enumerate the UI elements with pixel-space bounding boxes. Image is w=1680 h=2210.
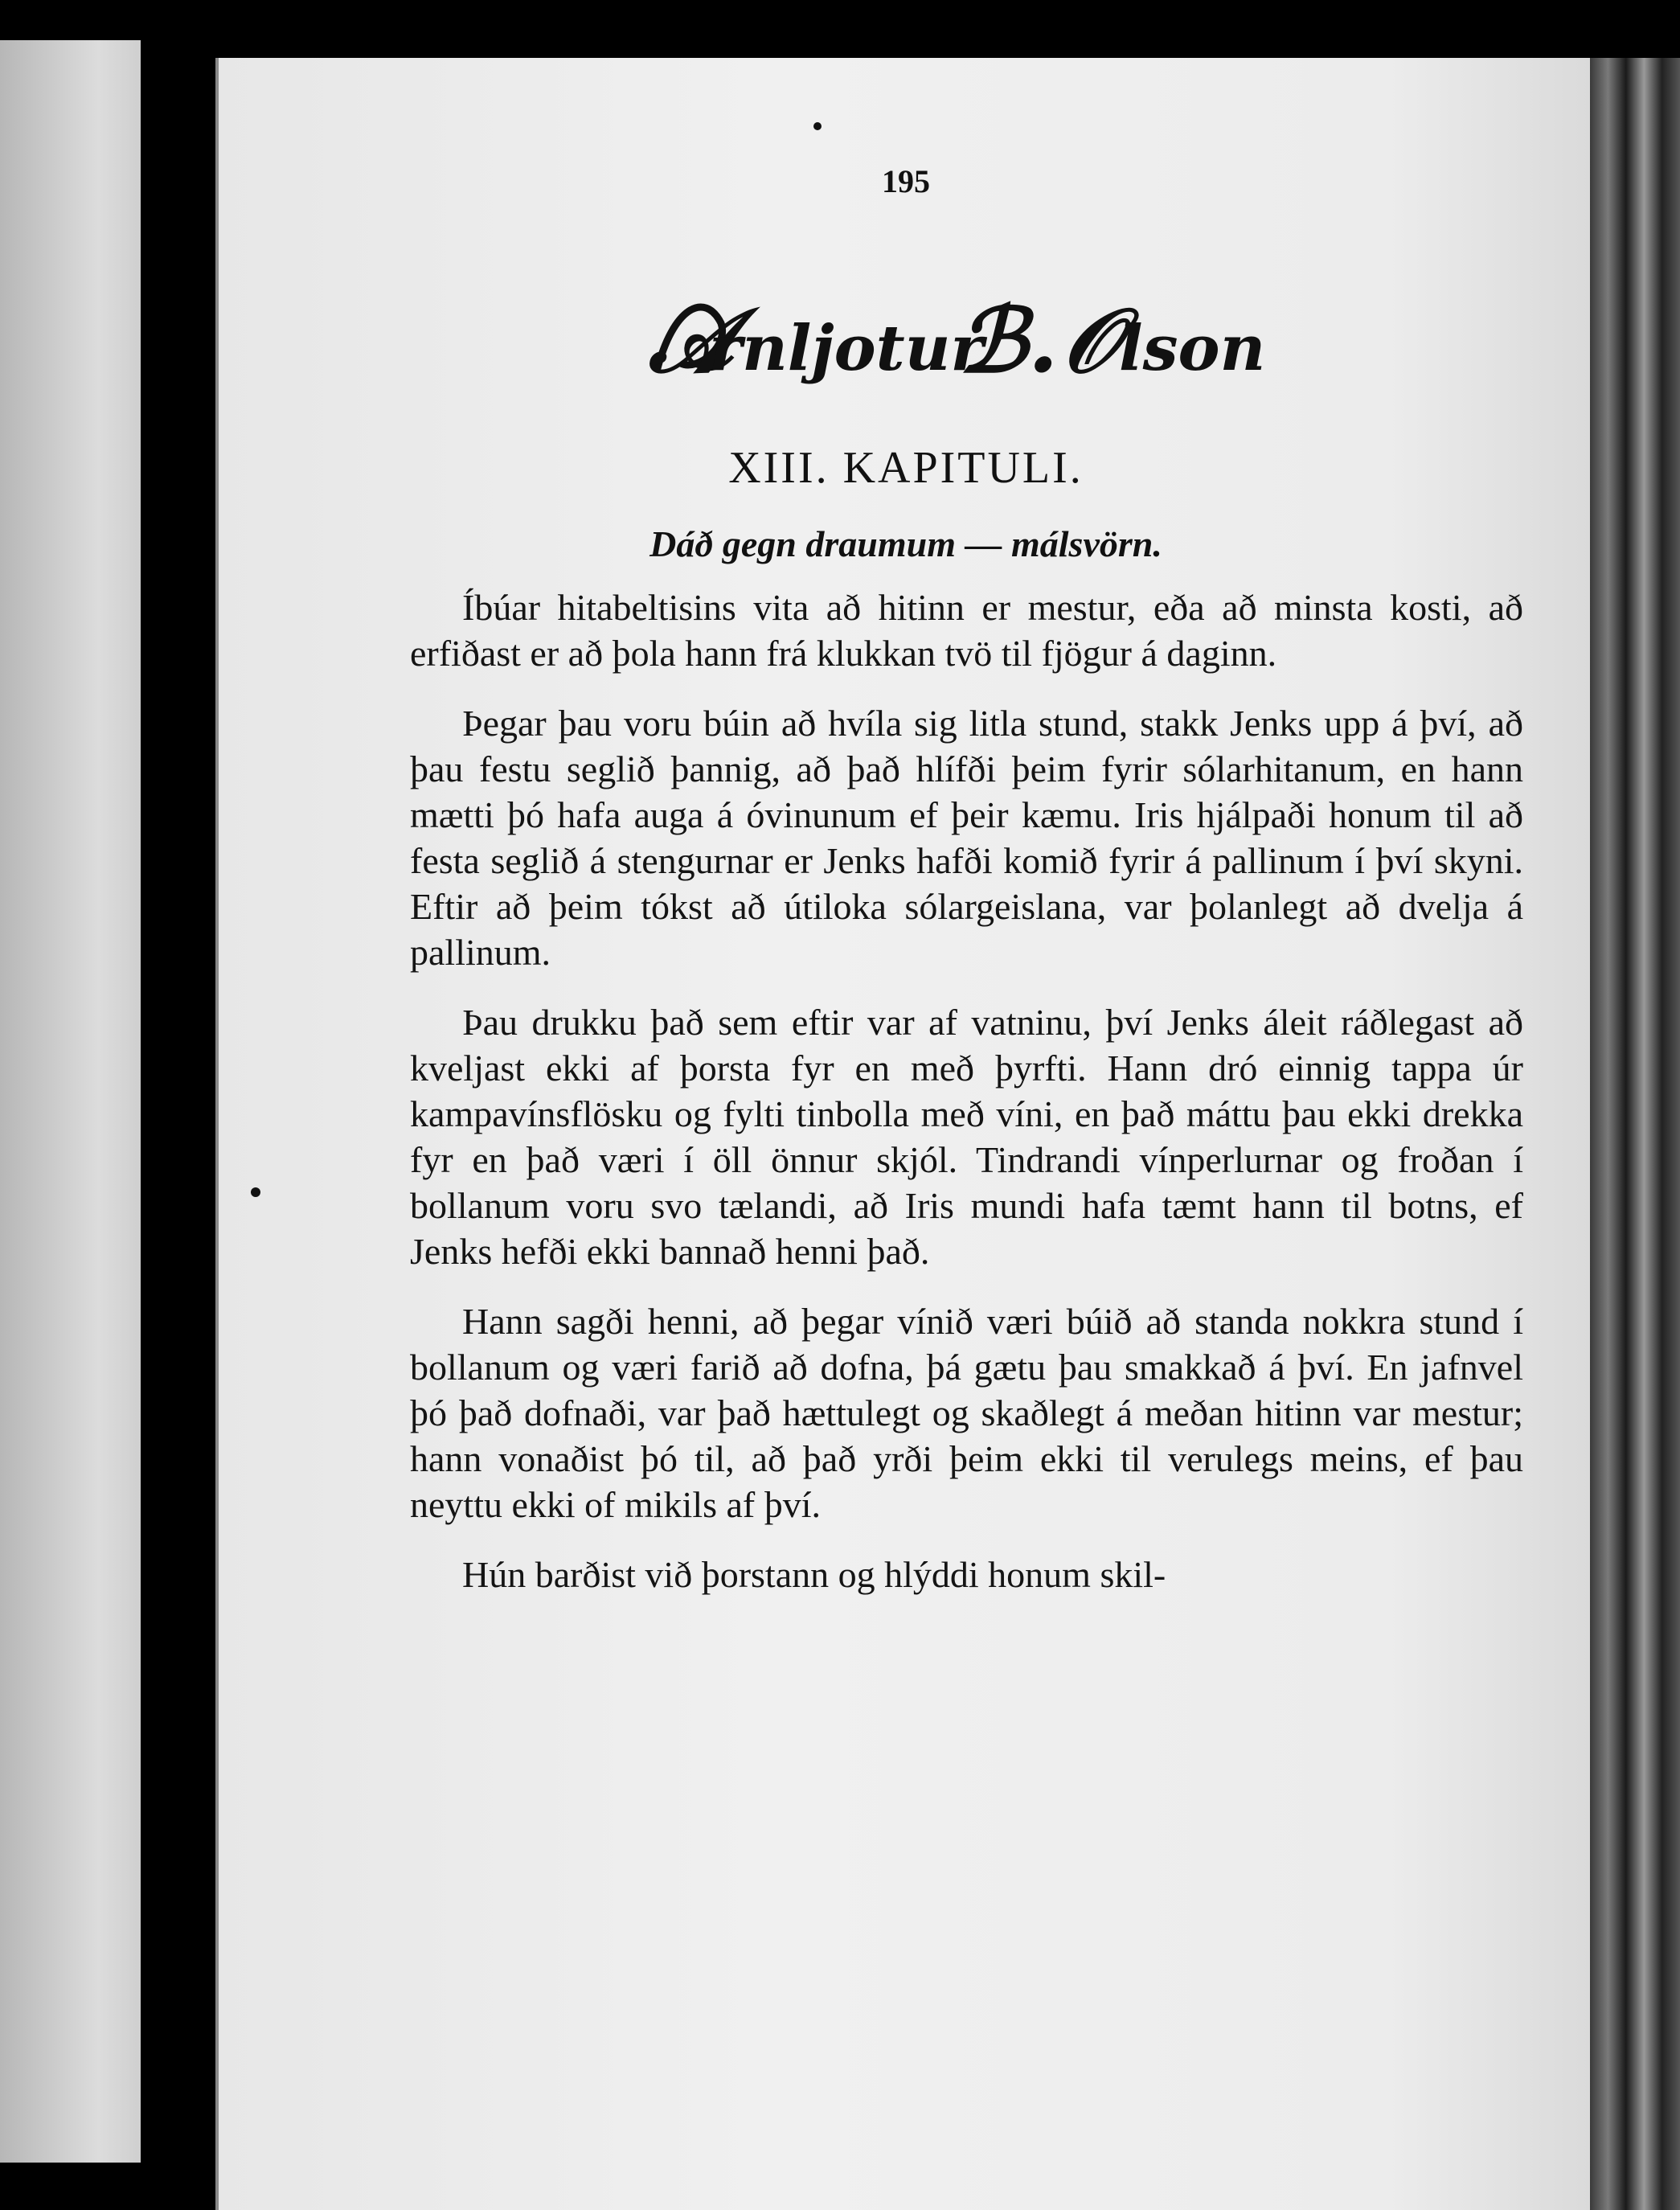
- paragraph: Hún barðist við þorstann og hlýddi honum skil-: [462, 1554, 1166, 1595]
- page-edge-shadow: [1590, 58, 1680, 2210]
- book-page: [215, 58, 1593, 2210]
- paragraph: Hann sagði henni, að þegar vínið væri búið að standa nokkra stund í bollanum og væri farið að dofna, þá gætu þau smakkað á því. En jafnvel þó það dofnaði, var það hættulegt og skaðlegt á meðan hitinn var mestur; hann vonaðist þó til, að það yrði þeim ekki til verulegs meins, ef þau neyttu ekki of mikils af því.: [410, 1301, 1523, 1525]
- svg-text:lson: lson: [1119, 312, 1266, 385]
- body-text: [410, 584, 1523, 1597]
- paragraph: Þau drukku það sem eftir var af vatninu, því Jenks áleit ráðlegast að kveljast ekki af þorsta fyr en með þyrfti. Hann dró einnig tappa úr kampavínsflösku og fylti tinbolla með víni, en það máttu þau ekki drekka fyr en það væri í öll önnur skjól. Tindrandi vínperlurnar og froðan í bollanum voru svo tælandi, að Iris mundi hafa tæmt hann til botns, ef Jenks hefði ekki bannað henni það.: [410, 1002, 1523, 1272]
- svg-text:𝒪: 𝒪: [1063, 289, 1119, 392]
- scan-speck: [813, 122, 822, 130]
- chapter-subtitle: Dáð gegn draumum — málsvörn.: [649, 523, 1162, 564]
- chapter-title: XIII. KAPITULI.: [728, 443, 1084, 493]
- svg-text:𝒜: 𝒜: [649, 289, 733, 392]
- signature-graphic: [600, 275, 1266, 412]
- handwritten-signature: [219, 275, 1593, 412]
- svg-text:ℬ.: ℬ.: [958, 289, 1059, 392]
- scan-speck: [251, 1187, 260, 1197]
- paragraph: Íbúar hitabeltisins vita að hitinn er mestur, eða að minsta kosti, að erfiðast er að þola hann frá klukkan tvö til fjögur á daginn.: [410, 587, 1523, 674]
- book-gutter: [141, 0, 217, 2210]
- paragraph: Þegar þau voru búin að hvíla sig litla stund, stakk Jenks upp á því, að þau festu seglið þannig, að það hlífði þeim fyrir sólarhitanum, en hann mætti þó hafa auga á óvinunum ef þeir kæmu. Iris hjálpaði honum til að festa seglið á stengurnar er Jenks hafði komið fyrir á pallinum í því skyni. Eftir að þeim tókst að útiloka sólargeislana, var þolanlegt að dvelja á pallinum.: [410, 703, 1523, 973]
- svg-text:rnljotur: rnljotur: [709, 312, 984, 385]
- page-number: 195: [882, 163, 930, 199]
- facing-page-edge: [0, 40, 141, 2163]
